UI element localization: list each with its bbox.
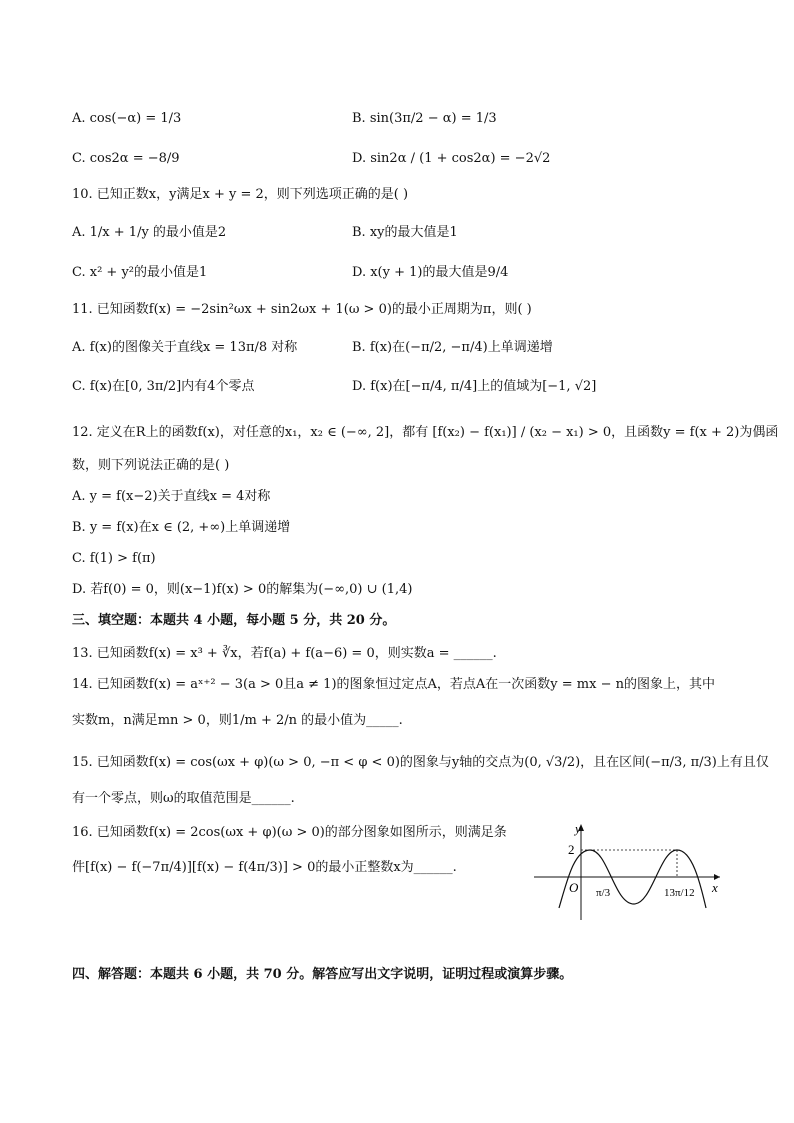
q10-option-d: D. x(y + 1)的最大值是9/4 [352,265,509,280]
q12-stem-line-2: 数，则下列说法正确的是( ) [72,458,230,473]
q12-option-d: D. 若f(0) = 0，则(x−1)f(x) > 0的解集为(−∞,0) ∪ (1,4) [72,582,413,597]
q9-option-d: D. sin2α / (1 + cos2α) = −2√2 [352,151,551,166]
q12-option-a: A. y = f(x−2)关于直线x = 4对称 [72,489,271,504]
x-tick-pi-over-3: π/3 [596,887,611,899]
q11-option-b: B. f(x)在(−π/2, −π/4)上单调递增 [352,340,553,355]
q11-option-d: D. f(x)在[−π/4, π/4]上的值域为[−1, √2] [352,379,597,394]
q14-line-2: 实数m，n满足mn > 0，则1/m + 2/n 的最小值为_____. [72,713,403,728]
x-tick-13pi-over-12: 13π/12 [664,887,695,899]
q11-option-c: C. f(x)在[0, 3π/2]内有4个零点 [72,379,255,394]
origin-label: O [569,880,579,895]
q16-line-1: 16. 已知函数f(x) = 2cos(ωx + φ)(ω > 0)的部分图象如图所示，则满足条 [72,825,507,840]
section-3-heading: 三、填空题：本题共 4 小题，每小题 5 分，共 20 分。 [72,613,396,628]
x-axis-label: x [712,880,718,895]
y-tick-2: 2 [568,842,575,857]
q12-stem-line-1: 12. 定义在R上的函数f(x)，对任意的x₁，x₂ ∈ (−∞, 2]，都有 [f(x₂) − f(x₁)] / (x₂ − x₁) > 0，且函数y = f(x + 2)为偶函 [72,425,779,440]
q9-option-b: B. sin(3π/2 − α) = 1/3 [352,111,497,126]
q14-line-1: 14. 已知函数f(x) = aˣ⁺² − 3(a > 0且a ≠ 1)的图象恒过定点A，若点A在一次函数y = mx − n的图象上，其中 [72,677,715,692]
q15-line-2: 有一个零点，则ω的取值范围是______. [72,791,295,806]
q10-option-a: A. 1/x + 1/y 的最小值是2 [72,225,227,240]
q13-text: 13. 已知函数f(x) = x³ + ∛x，若f(a) + f(a−6) = 0，则实数a = ______. [72,646,497,661]
q9-option-c: C. cos2α = −8/9 [72,151,180,166]
q11-stem: 11. 已知函数f(x) = −2sin²ωx + sin2ωx + 1(ω > 0)的最小正周期为π，则( ) [72,302,532,317]
q15-line-1: 15. 已知函数f(x) = cos(ωx + φ)(ω > 0, −π < φ < 0)的图象与y轴的交点为(0, √3/2)，且在区间(−π/3, π/3)上有且仅 [72,755,769,770]
q12-option-b: B. y = f(x)在x ∈ (2, +∞)上单调递增 [72,520,291,535]
q11-option-a: A. f(x)的图像关于直线x = 13π/8 对称 [72,340,298,355]
q10-stem: 10. 已知正数x，y满足x + y = 2，则下列选项正确的是( ) [72,187,409,202]
q10-option-c: C. x² + y²的最小值是1 [72,265,208,280]
q12-option-c: C. f(1) > f(π) [72,551,156,566]
q16-line-2: 件[f(x) − f(−7π/4)][f(x) − f(4π/3)] > 0的最小正整数x为______. [72,860,457,875]
q9-option-a: A. cos(−α) = 1/3 [72,111,182,126]
q10-option-b: B. xy的最大值是1 [352,225,458,240]
cosine-graph [534,820,724,925]
section-4-heading: 四、解答题：本题共 6 小题，共 70 分。解答应写出文字说明，证明过程或演算步骤。 [72,967,573,982]
y-axis-label: y [575,821,581,836]
